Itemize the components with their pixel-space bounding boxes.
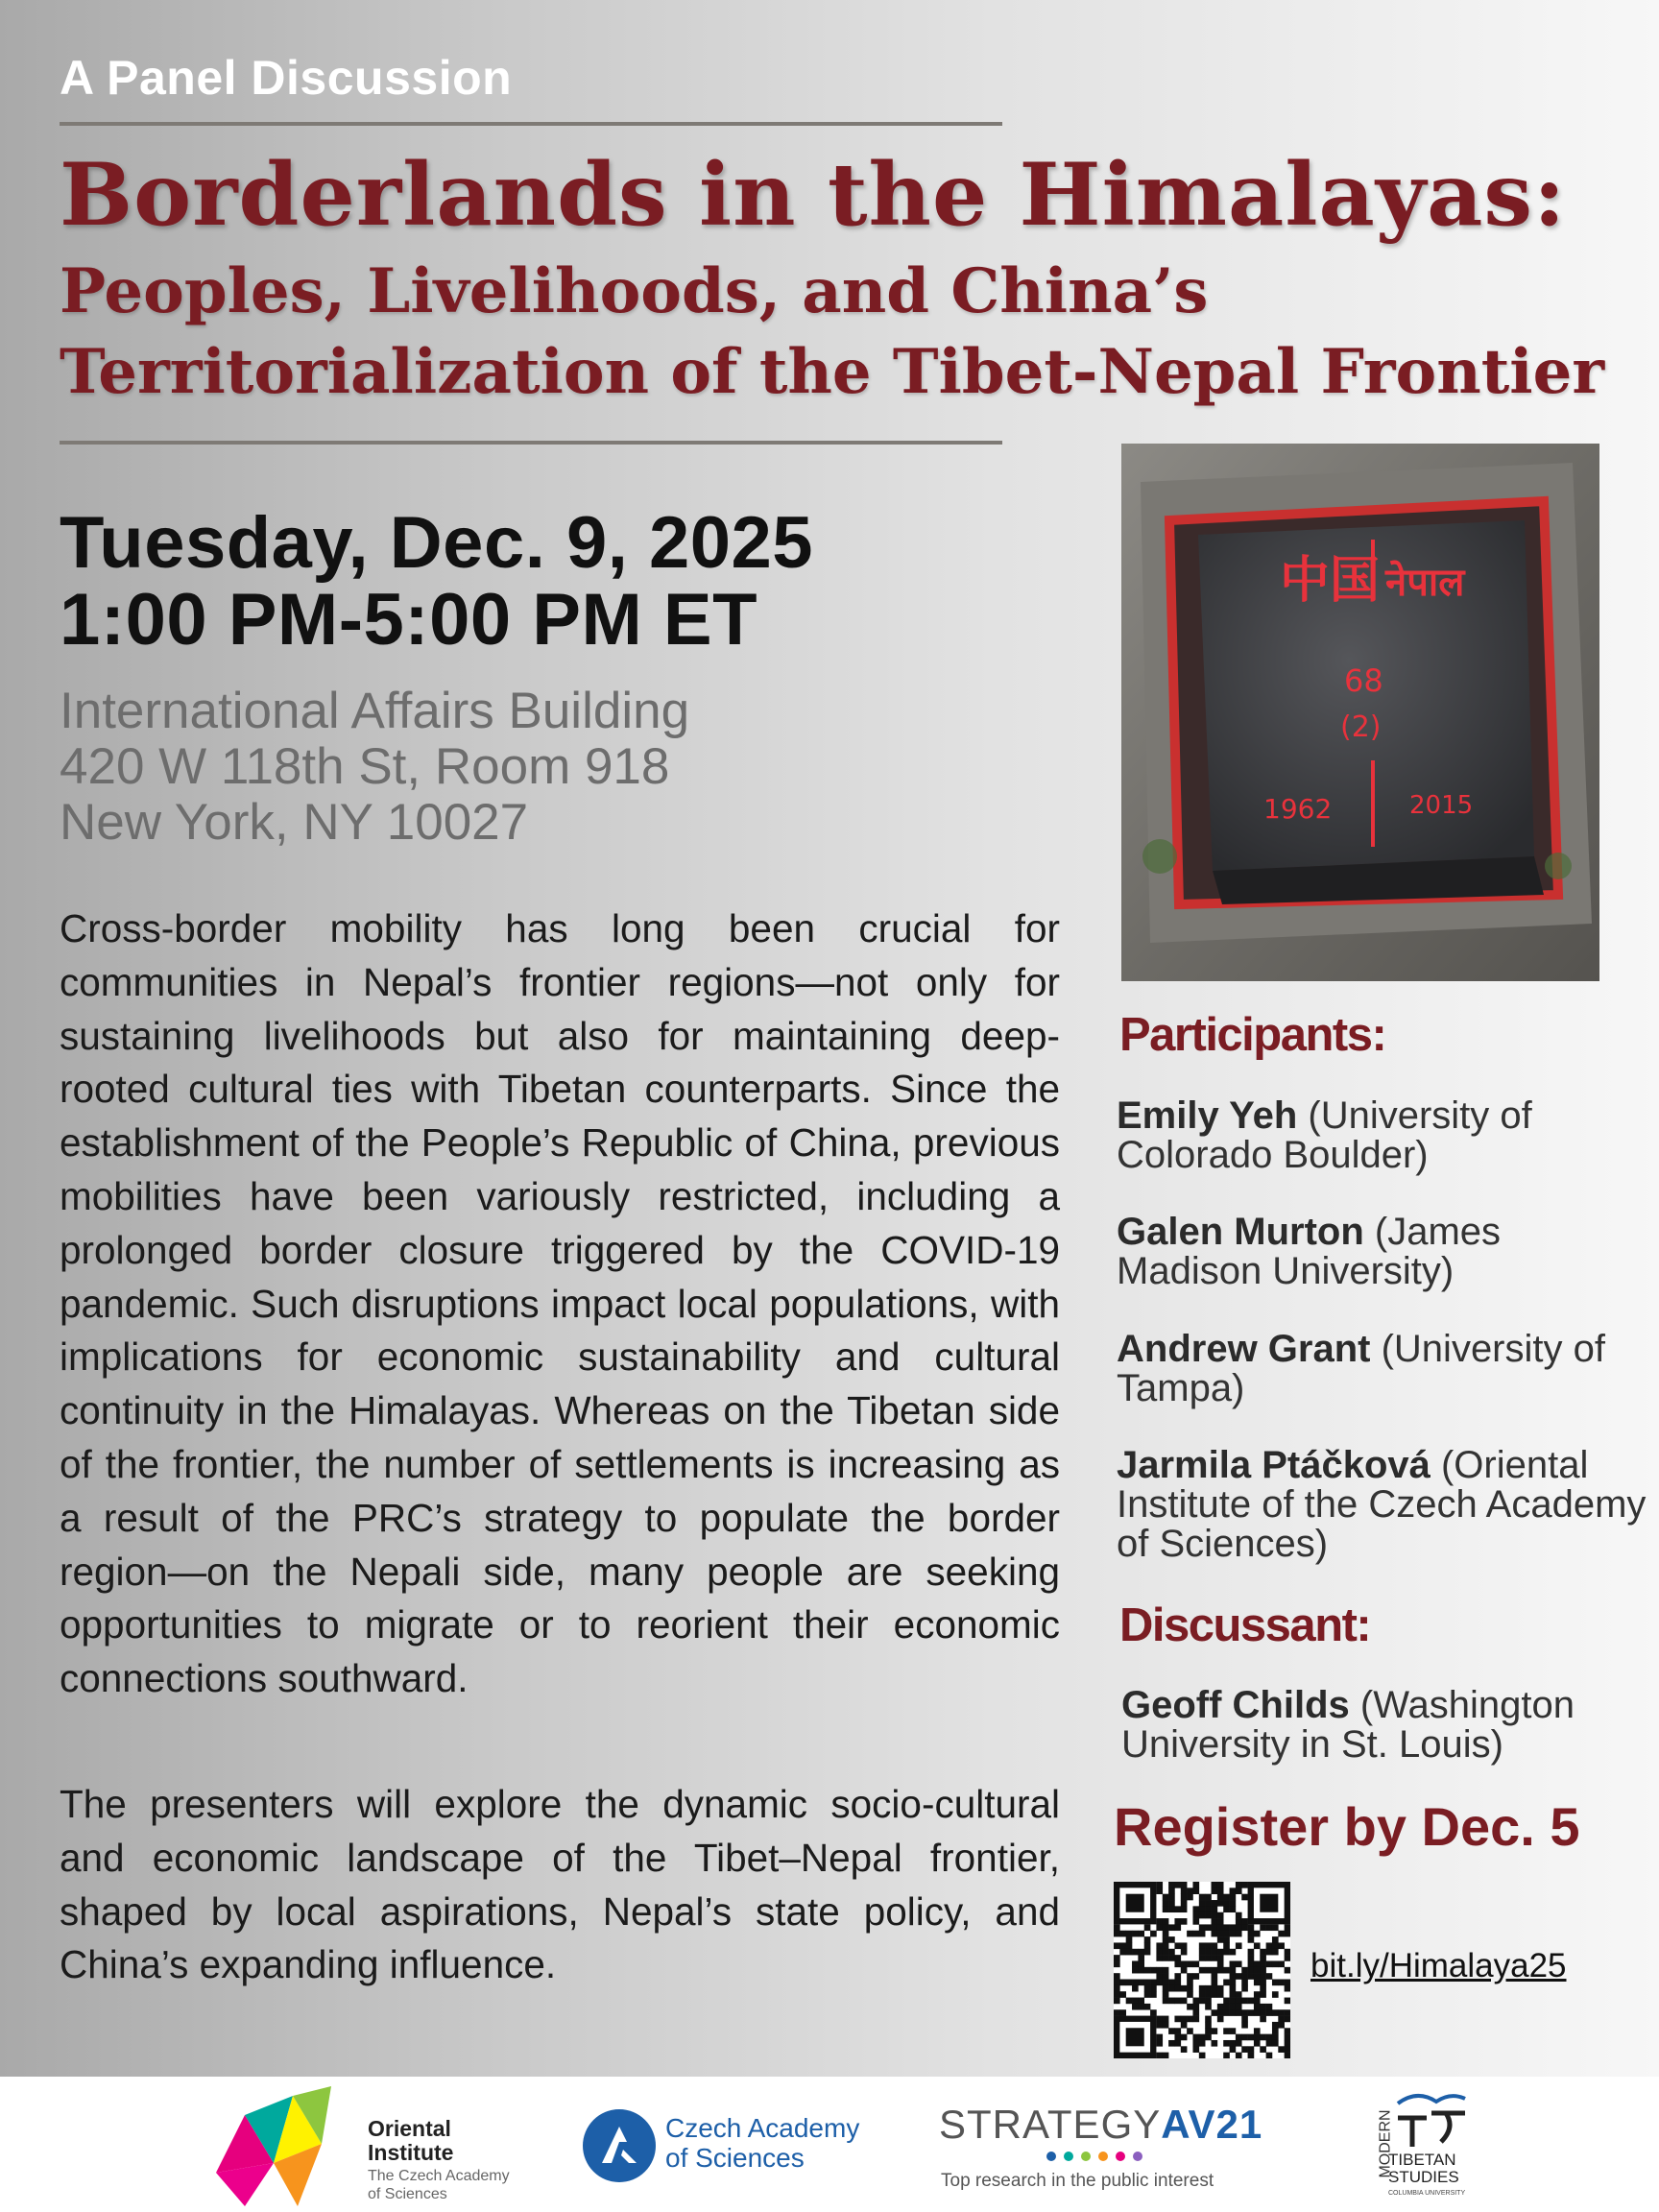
modern-tibetan-studies-logo (1361, 2082, 1486, 2207)
discussant (1121, 1686, 1659, 1765)
cas-line-1: Czech Academy (665, 2113, 860, 2143)
marker-year-right: 2015 (1409, 791, 1474, 820)
marker-number: 68 (1344, 662, 1383, 699)
participant-3 (1117, 1330, 1654, 1408)
participant-1 (1117, 1096, 1654, 1175)
sponsor-footer (0, 2077, 1659, 2212)
participant-name: Andrew Grant (1117, 1328, 1371, 1370)
description-paragraph-1: Cross-border mobility has long been crucial for communities in Nepal’s frontier regions—not only for sustaining livelihoods but also for maintaining deep-rooted cultural ties with Tibetan counterparts. Since the establishment of the People’s Republic of China, previous mobilities have been variously restricted, including a prolonged border closure triggered by the COVID-19 pandemic. Such disruptions impact local populations, with implications for economic sustainability and cultural continuity in the Himalayas. Whereas on the Tibetan side of the frontier, the number of settlements is increasing as a result of the PRC’s strategy to populate the border region—on the Nepali side, many people are seeking opportunities to migrate or to reorient their economic connections southward. (60, 906, 1060, 1701)
event-date: Tuesday, Dec. 9, 2025 (60, 502, 814, 584)
event-title: Borderlands in the Himalayas: (60, 144, 1567, 246)
border-marker-photo (1121, 444, 1599, 981)
participant-2 (1117, 1213, 1654, 1291)
mts-tibetan: TIBETAN (1388, 2151, 1456, 2169)
oriental-name-1: Oriental (368, 2116, 451, 2141)
event-venue (60, 684, 689, 851)
participant-name: Emily Yeh (1117, 1094, 1298, 1137)
participant-name: Jarmila Ptáčková (1117, 1444, 1431, 1486)
strategy-word: STRATEGY (939, 2102, 1162, 2147)
register-deadline: Register by Dec. 5 (1114, 1796, 1580, 1857)
bottom-divider (60, 441, 1002, 445)
participant-name: Galen Murton (1117, 1211, 1364, 1253)
subtitle-line-2: Territorialization of the Tibet-Nepal Frontier (60, 336, 1605, 408)
description-paragraph-2: The presenters will explore the dynamic socio-cultural and economic landscape of the Tibet–Nepal frontier, shaped by local aspirations, Nepal’s state policy, and China’s expanding influence. (60, 1782, 1060, 1987)
oriental-institute-logo (206, 2077, 533, 2212)
mts-university: COLUMBIA UNIVERSITY (1388, 2190, 1466, 2197)
event-subtitle (60, 252, 1604, 413)
cas-line-2: of Sciences (665, 2143, 805, 2173)
registration-link[interactable]: bit.ly/Himalaya25 (1310, 1947, 1567, 1984)
discussant-affiliation: (Washington University in St. Louis) (1121, 1684, 1575, 1766)
participants-heading: Participants: (1119, 1009, 1386, 1061)
subtitle-line-1: Peoples, Livelihoods, and China’s (60, 255, 1209, 327)
participant-affiliation: (University of Colorado Boulder) (1117, 1094, 1532, 1176)
tibetan-script-icon (1388, 2084, 1475, 2152)
event-time: 1:00 PM-5:00 PM ET (60, 579, 757, 661)
venue-city: New York, NY 10027 (60, 794, 529, 851)
marker-year-left: 1962 (1263, 793, 1333, 825)
participant-affiliation: (James Madison University) (1117, 1211, 1502, 1292)
qr-code[interactable] (1114, 1882, 1290, 2058)
oriental-sub-2: of Sciences (368, 2186, 447, 2202)
mts-modern: MODERN (1377, 2109, 1394, 2178)
marker-sub-number: (2) (1340, 710, 1382, 744)
oriental-name-2: Institute (368, 2140, 454, 2165)
venue-street: 420 W 118th St, Room 918 (60, 738, 670, 795)
strategy-tagline: Top research in the public interest (941, 2171, 1214, 2191)
participant-affiliation: (University of Tampa) (1117, 1328, 1605, 1409)
participant-affiliation: (Oriental Institute of the Czech Academy of Sciences) (1117, 1444, 1647, 1565)
strategy-av21: AV21 (1161, 2102, 1263, 2147)
czech-academy-logo (581, 2107, 869, 2184)
discussant-name: Geoff Childs (1121, 1684, 1350, 1726)
strategy-dots-icon (1045, 2150, 1160, 2163)
mts-studies: STUDIES (1388, 2168, 1459, 2186)
marker-china-label: 中国 (1280, 552, 1381, 610)
top-divider (60, 122, 1002, 126)
oriental-sub-1: The Czech Academy (368, 2168, 510, 2184)
marker-nepal-label: नेपाल (1385, 561, 1465, 605)
discussant-heading: Discussant: (1119, 1599, 1371, 1651)
participant-4 (1117, 1446, 1654, 1564)
venue-building: International Affairs Building (60, 683, 690, 739)
event-kicker: A Panel Discussion (60, 51, 513, 105)
strategy-av21-logo (939, 2102, 1285, 2198)
